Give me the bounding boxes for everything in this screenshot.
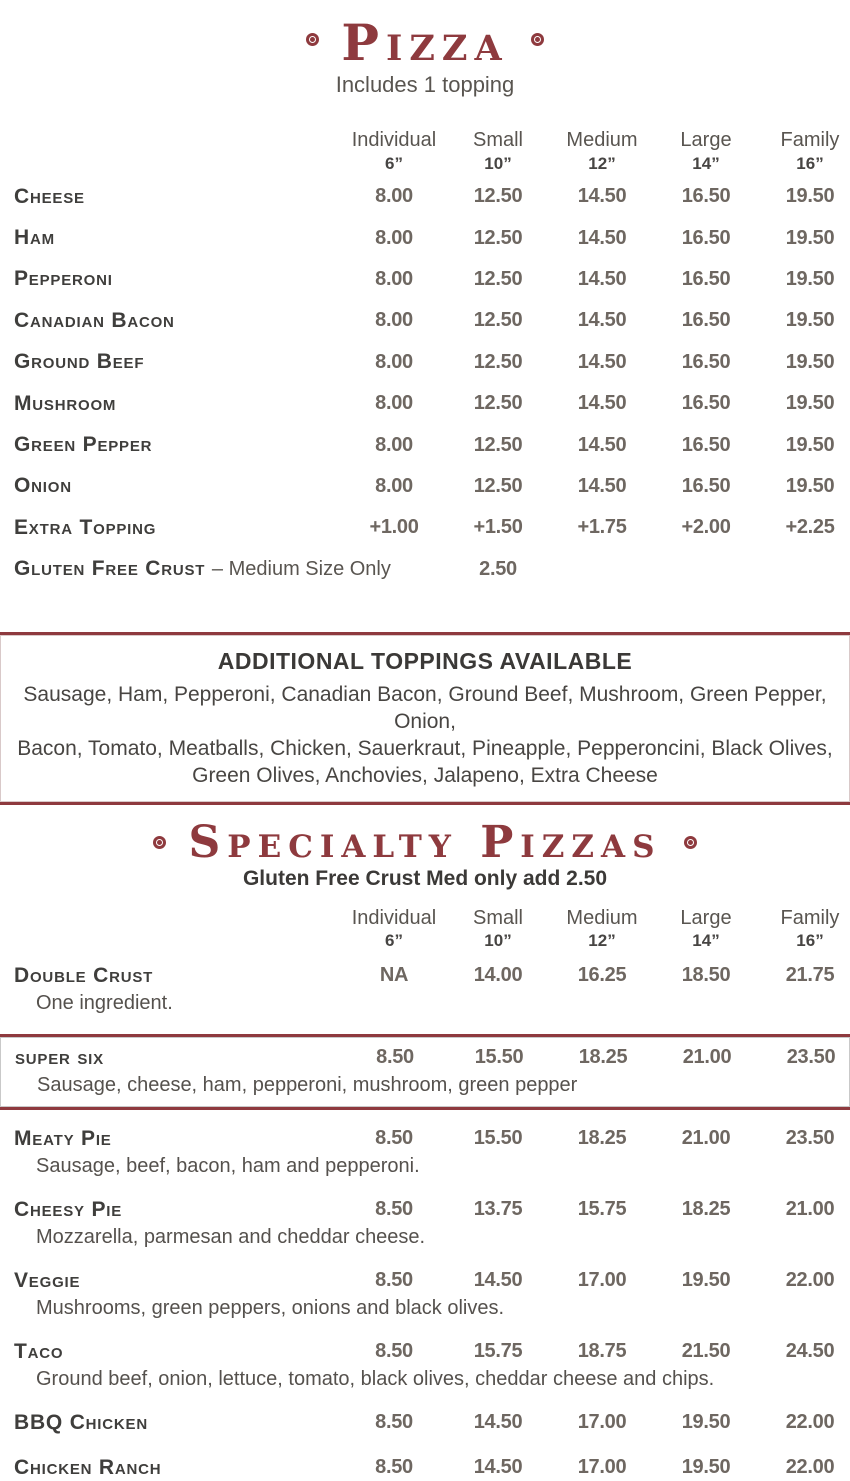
price-cell: 8.00 bbox=[375, 185, 413, 208]
price-cell: 23.50 bbox=[785, 1127, 835, 1150]
price-cell: 21.00 bbox=[785, 1198, 835, 1221]
column-header-size: 14” bbox=[692, 154, 720, 173]
column-header-label: Medium bbox=[566, 906, 638, 929]
price-cell: 22.00 bbox=[785, 1411, 835, 1434]
menu-item-row bbox=[1, 1045, 849, 1071]
price-cell: 18.25 bbox=[681, 1198, 731, 1221]
price-cell: 12.50 bbox=[473, 309, 523, 332]
item-description: Mozzarella, parmesan and cheddar cheese. bbox=[36, 1225, 426, 1248]
column-header-size: 10” bbox=[484, 154, 512, 173]
menu-item-row bbox=[0, 1455, 850, 1481]
price-cell: 8.50 bbox=[375, 1340, 413, 1363]
item-description: One ingredient. bbox=[36, 991, 173, 1014]
toppings-line: Sausage, Ham, Pepperoni, Canadian Bacon, Ground Beef, Mushroom, Green Pepper, Onion, bbox=[23, 682, 827, 733]
price-cell: 13.75 bbox=[473, 1198, 523, 1221]
ornament-dot-icon bbox=[306, 33, 319, 46]
ornament-dot-icon bbox=[153, 836, 166, 849]
price-cell: 19.50 bbox=[785, 309, 835, 332]
specialty-price-table bbox=[0, 963, 850, 1481]
price-cell: 8.00 bbox=[375, 350, 413, 373]
price-cell: 12.50 bbox=[473, 267, 523, 290]
price-cell: +1.75 bbox=[577, 516, 627, 539]
menu-item-row bbox=[0, 1410, 850, 1436]
toppings-line: Bacon, Tomato, Meatballs, Chicken, Sauerkraut, Pineapple, Pepperoncini, Black Olives, bbox=[17, 736, 833, 760]
price-cell: 16.50 bbox=[681, 392, 731, 415]
menu-item-row bbox=[0, 1268, 850, 1294]
price-cell: 8.00 bbox=[375, 267, 413, 290]
column-header-size: 6” bbox=[385, 931, 403, 951]
price-cell: 14.50 bbox=[577, 226, 627, 249]
item-description: Mushrooms, green peppers, onions and black olives. bbox=[36, 1296, 505, 1319]
price-cell: +1.00 bbox=[369, 516, 419, 539]
size-header-labels bbox=[0, 128, 850, 152]
item-name: Ground Beef bbox=[14, 350, 145, 374]
price-cell: 15.50 bbox=[474, 1046, 524, 1069]
item-name: Extra Topping bbox=[14, 515, 157, 539]
item-name: Meaty Pie bbox=[14, 1126, 112, 1150]
item-name: super six bbox=[15, 1045, 104, 1069]
price-cell: 21.00 bbox=[682, 1046, 732, 1069]
price-cell: NA bbox=[379, 964, 409, 987]
size-header-sizes bbox=[0, 152, 850, 176]
item-name: Green Pepper bbox=[14, 433, 153, 457]
price-cell: 8.00 bbox=[375, 433, 413, 456]
item-name: Chicken Ranch bbox=[14, 1455, 162, 1479]
price-cell: 18.25 bbox=[577, 1127, 627, 1150]
price-cell: 8.00 bbox=[375, 309, 413, 332]
column-header-size: 14” bbox=[692, 931, 720, 951]
price-cell: 17.00 bbox=[577, 1456, 627, 1479]
price-cell: 21.00 bbox=[681, 1127, 731, 1150]
price-cell: 19.50 bbox=[785, 226, 835, 249]
size-header-labels bbox=[0, 907, 850, 930]
specialty-item-block bbox=[0, 1339, 850, 1391]
price-cell: 14.50 bbox=[577, 267, 627, 290]
highlighted-item-box bbox=[0, 1034, 850, 1110]
menu-item-row bbox=[0, 176, 850, 217]
item-description: Sausage, beef, bacon, ham and pepperoni. bbox=[36, 1154, 420, 1177]
item-name: Cheese bbox=[14, 184, 85, 208]
price-cell: 14.50 bbox=[577, 185, 627, 208]
gluten-free-row bbox=[0, 549, 850, 590]
price-cell: 22.00 bbox=[785, 1269, 835, 1292]
item-name: Ham bbox=[14, 226, 55, 250]
price-cell: 19.50 bbox=[681, 1269, 731, 1292]
price-cell: 12.50 bbox=[473, 350, 523, 373]
price-cell: 8.50 bbox=[375, 1456, 413, 1479]
menu-item-row bbox=[0, 1126, 850, 1152]
price-cell: 12.50 bbox=[473, 185, 523, 208]
column-header-size: 10” bbox=[484, 931, 512, 951]
column-header-label: Individual bbox=[351, 906, 437, 929]
price-cell: 15.75 bbox=[577, 1198, 627, 1221]
column-header-size: 12” bbox=[588, 931, 616, 951]
price-cell: 14.50 bbox=[577, 350, 627, 373]
price-cell: 16.50 bbox=[681, 185, 731, 208]
price-cell: 21.75 bbox=[785, 964, 835, 987]
price-cell: +2.25 bbox=[785, 516, 835, 539]
pizza-price-table bbox=[0, 176, 850, 549]
specialty-item-block bbox=[0, 1455, 850, 1481]
price-cell: 8.00 bbox=[375, 474, 413, 497]
column-header-size: 12” bbox=[588, 154, 616, 173]
price-cell: 8.50 bbox=[375, 1198, 413, 1221]
price-cell: 19.50 bbox=[785, 433, 835, 456]
price-cell: 17.00 bbox=[577, 1411, 627, 1434]
price-cell: 18.50 bbox=[681, 964, 731, 987]
menu-item-row bbox=[0, 1197, 850, 1223]
price-cell: 14.50 bbox=[577, 433, 627, 456]
column-header-size: 16” bbox=[796, 154, 824, 173]
toppings-list bbox=[11, 681, 839, 789]
price-cell: 22.00 bbox=[785, 1456, 835, 1479]
menu-item-row bbox=[0, 217, 850, 258]
gluten-free-note: – Medium Size Only bbox=[211, 558, 391, 581]
column-header-size: 6” bbox=[385, 154, 403, 173]
size-header-sizes bbox=[0, 930, 850, 953]
price-cell: 12.50 bbox=[473, 433, 523, 456]
price-cell: 19.50 bbox=[681, 1456, 731, 1479]
price-cell: 21.50 bbox=[681, 1340, 731, 1363]
menu-item-row bbox=[0, 383, 850, 424]
price-cell: 15.75 bbox=[473, 1340, 523, 1363]
item-name: Mushroom bbox=[14, 391, 117, 415]
price-cell: 12.50 bbox=[473, 226, 523, 249]
item-name: Veggie bbox=[14, 1268, 81, 1292]
price-cell: 8.00 bbox=[375, 226, 413, 249]
price-cell: 16.25 bbox=[577, 964, 627, 987]
item-name: Canadian Bacon bbox=[14, 308, 175, 332]
menu-item-row bbox=[0, 424, 850, 465]
specialty-section-title: Specialty Pizzas bbox=[188, 816, 662, 868]
menu-item-row bbox=[0, 259, 850, 300]
price-cell: 23.50 bbox=[786, 1046, 836, 1069]
specialty-item-block bbox=[0, 1410, 850, 1436]
column-header-label: Medium bbox=[566, 128, 638, 151]
item-name: Pepperoni bbox=[14, 267, 113, 291]
menu-item-row bbox=[0, 507, 850, 548]
price-cell: 19.50 bbox=[785, 185, 835, 208]
item-name: Taco bbox=[14, 1339, 64, 1363]
column-header-label: Large bbox=[680, 906, 732, 929]
price-cell: 16.50 bbox=[681, 350, 731, 373]
pizza-section-title: Pizza bbox=[341, 13, 509, 72]
specialty-item-block bbox=[0, 963, 850, 1015]
price-cell: 8.00 bbox=[375, 392, 413, 415]
specialty-item-block bbox=[0, 1197, 850, 1249]
price-cell: 15.50 bbox=[473, 1127, 523, 1150]
price-cell: 14.50 bbox=[577, 309, 627, 332]
price-cell: 14.50 bbox=[473, 1269, 523, 1292]
column-header-label: Small bbox=[472, 906, 523, 929]
price-cell: 19.50 bbox=[785, 267, 835, 290]
column-header-label: Individual bbox=[351, 128, 437, 151]
item-name bbox=[0, 557, 446, 581]
price-cell: 14.50 bbox=[577, 474, 627, 497]
item-name: Cheesy Pie bbox=[14, 1197, 123, 1221]
toppings-title: ADDITIONAL TOPPINGS AVAILABLE bbox=[217, 647, 633, 674]
specialty-size-header bbox=[0, 907, 850, 953]
price-cell: +2.00 bbox=[681, 516, 731, 539]
column-header-label: Family bbox=[780, 906, 840, 929]
price-cell: 8.50 bbox=[376, 1046, 414, 1069]
price-cell: 16.50 bbox=[681, 433, 731, 456]
menu-item-row bbox=[0, 1339, 850, 1365]
ornament-dot-icon bbox=[531, 33, 544, 46]
price-cell: 8.50 bbox=[375, 1411, 413, 1434]
price-cell: 18.75 bbox=[577, 1340, 627, 1363]
additional-toppings-box bbox=[0, 632, 850, 805]
ornament-dot-icon bbox=[684, 836, 697, 849]
price-cell: 12.50 bbox=[473, 392, 523, 415]
price-cell: 19.50 bbox=[681, 1411, 731, 1434]
price-cell: 14.50 bbox=[473, 1411, 523, 1434]
item-name: BBQ Chicken bbox=[14, 1410, 148, 1434]
price-cell: 16.50 bbox=[681, 474, 731, 497]
menu-item-row bbox=[0, 300, 850, 341]
price-cell: 24.50 bbox=[785, 1340, 835, 1363]
specialty-item-block bbox=[0, 1268, 850, 1320]
specialty-item-block bbox=[1, 1045, 849, 1097]
price-cell: 14.00 bbox=[473, 964, 523, 987]
column-header-label: Large bbox=[680, 128, 732, 151]
price-cell: 19.50 bbox=[785, 474, 835, 497]
toppings-line: Green Olives, Anchovies, Jalapeno, Extra Cheese bbox=[192, 763, 658, 787]
item-description: Ground beef, onion, lettuce, tomato, black olives, cheddar cheese and chips. bbox=[36, 1367, 715, 1390]
item-description: Sausage, cheese, ham, pepperoni, mushroom, green pepper bbox=[37, 1073, 578, 1096]
item-name: Onion bbox=[14, 474, 72, 498]
price-cell: 14.50 bbox=[577, 392, 627, 415]
price-cell: 18.25 bbox=[578, 1046, 628, 1069]
column-header-label: Family bbox=[780, 128, 840, 151]
price-cell: 16.50 bbox=[681, 267, 731, 290]
price-cell: 14.50 bbox=[473, 1456, 523, 1479]
price-cell: 16.50 bbox=[681, 309, 731, 332]
price-cell: 16.50 bbox=[681, 226, 731, 249]
price-cell: 12.50 bbox=[473, 474, 523, 497]
menu-item-row bbox=[0, 466, 850, 507]
price-cell: 8.50 bbox=[375, 1269, 413, 1292]
specialty-title-row bbox=[0, 816, 850, 868]
pizza-size-header bbox=[0, 128, 850, 176]
specialty-section-subtitle: Gluten Free Crust Med only add 2.50 bbox=[242, 866, 608, 890]
item-name: Double Crust bbox=[14, 963, 154, 987]
column-header-label: Small bbox=[472, 128, 523, 151]
pizza-title-row bbox=[0, 0, 850, 72]
price-cell: 2.50 bbox=[479, 557, 517, 580]
price-cell: 17.00 bbox=[577, 1269, 627, 1292]
price-cell: 19.50 bbox=[785, 350, 835, 373]
column-header-size: 16” bbox=[796, 931, 824, 951]
menu-item-row bbox=[0, 342, 850, 383]
pizza-section-subtitle: Includes 1 topping bbox=[335, 72, 515, 97]
price-cell: 8.50 bbox=[375, 1127, 413, 1150]
specialty-item-block bbox=[0, 1126, 850, 1178]
menu-item-row bbox=[0, 963, 850, 989]
price-cell: +1.50 bbox=[473, 516, 523, 539]
gluten-free-name: Gluten Free Crust bbox=[14, 557, 206, 581]
price-cell: 19.50 bbox=[785, 392, 835, 415]
